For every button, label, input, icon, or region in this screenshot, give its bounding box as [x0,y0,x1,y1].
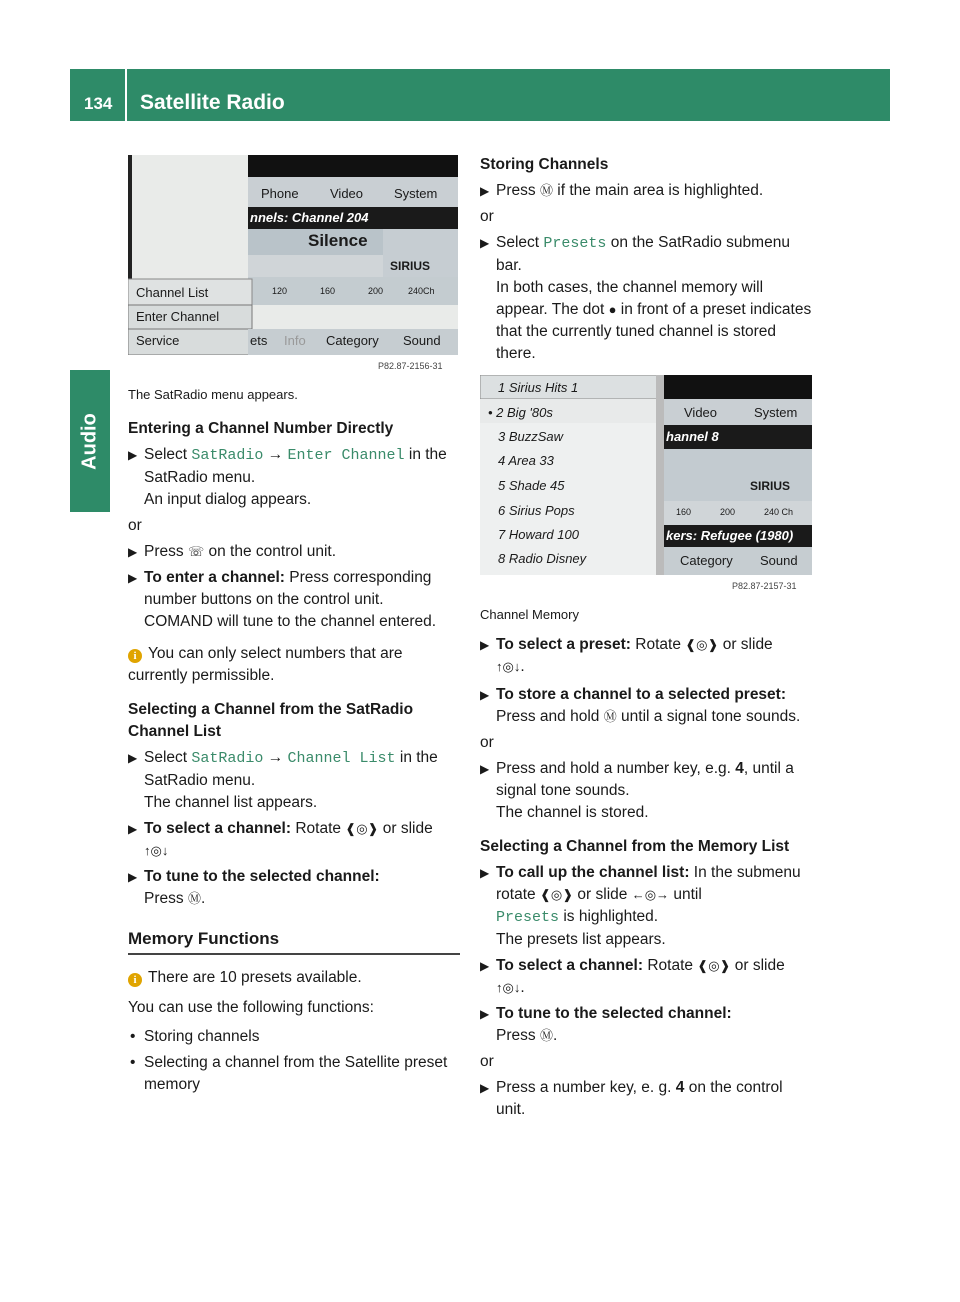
step-arrow-icon: ▶ [480,688,490,702]
header-divider [125,69,127,121]
label: To select a channel: [496,957,644,974]
text: in the SatRadio menu. [144,749,438,789]
knob-icon: ◎ [550,887,563,902]
text: is highlighted. [559,908,659,925]
press-knob-icon: Ⓜ [603,709,617,724]
rotate-right-icon: ❱ [719,958,731,973]
info-icon: i [128,649,142,663]
dial-icon: ☏ [187,544,205,559]
knob-icon: ◎ [502,659,514,674]
step-tune [128,866,460,910]
text: or slide [573,886,632,903]
screen1-bottom-sound: Sound [403,333,441,348]
info-icon: i [128,973,142,987]
rotate-right-icon: ❱ [367,821,379,836]
label: To enter a channel: [144,569,285,586]
preset-7: 7 Howard 100 [498,527,579,542]
rotate-left-icon: ❰ [539,887,551,902]
label: To select a channel: [144,820,292,837]
sirius-logo-1: SIRIUS [390,259,431,273]
text: or slide [718,636,773,653]
step-select-presets [480,232,814,365]
key-4: 4 [735,760,744,777]
rotate-left-icon: ❰ [345,821,357,836]
text: in the SatRadio menu. [144,446,447,486]
preset-8: 8 Radio Disney [498,551,587,566]
text-or: or [128,517,142,534]
text: Select [496,234,544,251]
text: The channel list appears. [144,794,318,811]
screen2-bottom-sound: Sound [760,553,798,568]
text: in front of a preset indicates that the currently tuned channel is stored there. [496,301,812,362]
screen2-bottom-category: Category [680,553,733,568]
satradio-menu-screenshot [128,155,458,355]
text: Select [144,446,192,463]
preset-1: 1 Sirius Hits 1 [498,380,579,395]
text: or slide [730,957,785,974]
step-arrow-icon: ▶ [128,870,138,884]
label: To select a preset: [496,636,631,653]
rotate-right-icon: ❱ [562,887,574,902]
text: An input dialog appears. [144,491,312,508]
step-arrow-icon: ▶ [128,571,138,585]
preset-5: 5 Shade 45 [498,478,565,493]
rotate-right-icon: ❱ [707,637,719,652]
text: . [520,658,525,675]
step-arrow-icon: ▶ [480,1081,490,1095]
text: Rotate [291,820,346,837]
text: Press a number key, e. g. [496,1079,676,1096]
screen1-code: P82.87-2156-31 [378,361,443,371]
step-arrow-icon: ▶ [128,751,138,765]
step-arrow-icon: ▶ [480,638,490,652]
text: if the main area is highlighted. [552,182,764,199]
text-or: or [480,1053,494,1070]
screen2-top-system: System [754,405,798,420]
up-icon: ↑ [144,843,151,858]
text: You can only select numbers that are currently permissible. [128,645,403,684]
text: Press and hold [496,708,604,725]
step-press-number [480,1077,814,1121]
down-icon: ↓ [513,980,521,995]
step-press-hold-key [480,758,814,824]
screen1-bottom-info: Info [284,333,306,348]
press-knob-icon: Ⓜ [539,183,553,198]
text-functions: You can use the following functions: [128,999,374,1016]
text: Rotate [630,636,686,653]
text: COMAND will tune to the channel entered. [144,613,437,630]
preset-4: 4 Area 33 [498,453,554,468]
step-arrow-icon: ▶ [128,448,138,462]
channel-memory-screenshot [480,375,812,575]
menu-channel-list: Channel List [287,750,396,767]
left-column [128,384,460,1096]
label: To tune to the selected channel: [144,868,380,885]
step-arrow-icon: ▶ [128,545,138,559]
text: Select [144,749,192,766]
screen1-top-system: System [394,186,438,201]
page-number: 134 [84,94,113,113]
preset-2: • 2 Big '80s [488,405,553,420]
text: Press and hold a number key, e.g. [496,760,736,777]
text: , until a signal tone sounds. [496,760,794,799]
step-tune-right [480,1003,814,1047]
step-arrow-icon: ▶ [480,1007,490,1021]
screen1-bottom-ets: ets [250,333,268,348]
heading-storing: Storing Channels [480,156,609,173]
screen2-channel-bar: hannel 8 [666,429,719,444]
text: The presets list appears. [496,931,666,948]
knob-icon: ◎ [644,887,657,902]
screen1-top-phone: Phone [261,186,299,201]
screen1-item-channel-list: Channel List [136,285,209,300]
screen2-scale-240: 240 Ch [764,507,794,517]
screen1-scale-200: 200 [368,286,384,296]
menu-enter-channel: Enter Channel [287,447,405,464]
step-select-channel-list [128,747,460,814]
preset-6: 6 Sirius Pops [498,503,575,518]
press-knob-icon: Ⓜ [187,891,201,906]
text-dialog [128,489,460,511]
screen2-scale-200: 200 [720,507,736,517]
text: In the submenu rotate [496,864,801,903]
bullet-icon: • [130,1054,136,1071]
side-tab [70,372,110,512]
step-to-enter [128,567,460,633]
step-arrow-icon: ▶ [480,236,490,250]
up-icon: ↑ [496,980,503,995]
text: The channel is stored. [496,804,649,821]
label: To tune to the selected channel: [496,1005,732,1022]
label: To store a channel to a selected preset: [496,686,786,703]
text: Rotate [643,957,698,974]
down-icon: ↓ [513,659,521,674]
step-arrow-icon: ▶ [128,822,138,836]
page-title: Satellite Radio [140,91,285,114]
dot-icon: ● [608,302,617,317]
knob-icon: ◎ [356,821,368,836]
text: on the control unit. [204,543,337,560]
text: . [200,890,206,907]
screen1-scale-160: 160 [320,286,336,296]
press-knob-icon: Ⓜ [539,1028,553,1043]
key-4: 4 [675,1079,685,1096]
text: In both cases, the channel memory will appear. The dot [496,279,764,318]
step-arrow-icon: ▶ [480,762,490,776]
menu-satradio: SatRadio [191,447,264,464]
arrow-icon: → [267,446,284,463]
heading-memory-list: Selecting a Channel from the Memory List [480,838,790,855]
up-icon: ↑ [496,659,503,674]
text: Storing channels [144,1028,260,1045]
info-note-2 [128,967,460,989]
text: Selecting a channel from the Satellite preset memory [144,1054,448,1093]
text: Press [496,1027,540,1044]
bullet-storing [128,1026,460,1048]
knob-icon: ◎ [502,980,514,995]
screen1-top-video: Video [330,186,364,201]
step-call-list [480,862,814,951]
screen1-channel-bar: nnels: Channel 204 [250,210,369,225]
arrow-icon: → [267,749,284,766]
menu-presets: Presets [543,235,607,252]
right-column-bottom [480,604,814,1121]
preset-3: 3 BuzzSaw [498,429,564,444]
text: Press corresponding number buttons on the control unit. [144,569,432,608]
label: To call up the channel list: [496,864,690,881]
menu-satradio: SatRadio [191,750,264,767]
text: on the SatRadio submenu bar. [496,234,790,274]
text-or: or [480,208,494,225]
text: Press [144,543,188,560]
sirius-logo-2: SIRIUS [750,479,791,493]
screen1-scale-240: 240Ch [408,286,435,296]
step-press-dial [128,541,460,563]
rotate-left-icon: ❰ [697,958,709,973]
screen2-scale-160: 160 [676,507,692,517]
rotate-left-icon: ❰ [685,637,697,652]
text-or: or [480,734,494,751]
step-select-channel-right [480,955,814,999]
step-arrow-icon: ▶ [480,866,490,880]
text: . [520,979,525,996]
caption-channel-memory: Channel Memory [480,607,579,622]
menu-presets: Presets [496,909,560,926]
right-column-top [480,154,814,365]
heading-memory-functions: Memory Functions [128,928,460,955]
step-press-main [480,180,814,202]
step-store [480,684,814,728]
step-select-preset [480,634,814,678]
text: until a signal tone sounds. [616,708,801,725]
screen1-item-service: Service [136,333,180,348]
knob-icon: ◎ [696,637,708,652]
screen2-code: P82.87-2157-31 [732,581,797,591]
text: . [552,1027,558,1044]
screen1-item-enter-channel: Enter Channel [136,309,220,324]
text: or slide [378,820,433,837]
side-tab-label: Audio [78,413,101,470]
text: on the control unit. [496,1079,783,1118]
screen2-top-video: Video [684,405,718,420]
down-icon: ↓ [161,843,169,858]
bullet-icon: • [130,1028,136,1045]
text: Press [496,182,540,199]
knob-icon: ◎ [708,958,720,973]
screen1-scale-120: 120 [272,286,288,296]
screen2-song-bar: kers: Refugee (1980) [666,528,794,543]
bullet-selecting [128,1052,460,1096]
screen1-bottom-category: Category [326,333,379,348]
step-arrow-icon: ▶ [480,959,490,973]
step-select-enter-channel [128,444,460,489]
satradio-menu-graphic [128,155,458,355]
caption-satradio: The SatRadio menu appears. [128,387,298,402]
right-icon: → [656,887,670,902]
screen1-song: Silence [308,231,368,250]
text: Press [144,890,188,907]
info-note-1 [128,643,460,687]
step-arrow-icon: ▶ [480,184,490,198]
heading-select-list: Selecting a Channel from the SatRadio Channel List [128,701,414,740]
text: There are 10 presets available. [148,969,362,986]
heading-enter-channel: Entering a Channel Number Directly [128,420,394,437]
step-select-channel [128,818,460,862]
text: until [669,886,702,903]
left-icon: ← [631,887,645,902]
knob-icon: ◎ [150,843,162,858]
